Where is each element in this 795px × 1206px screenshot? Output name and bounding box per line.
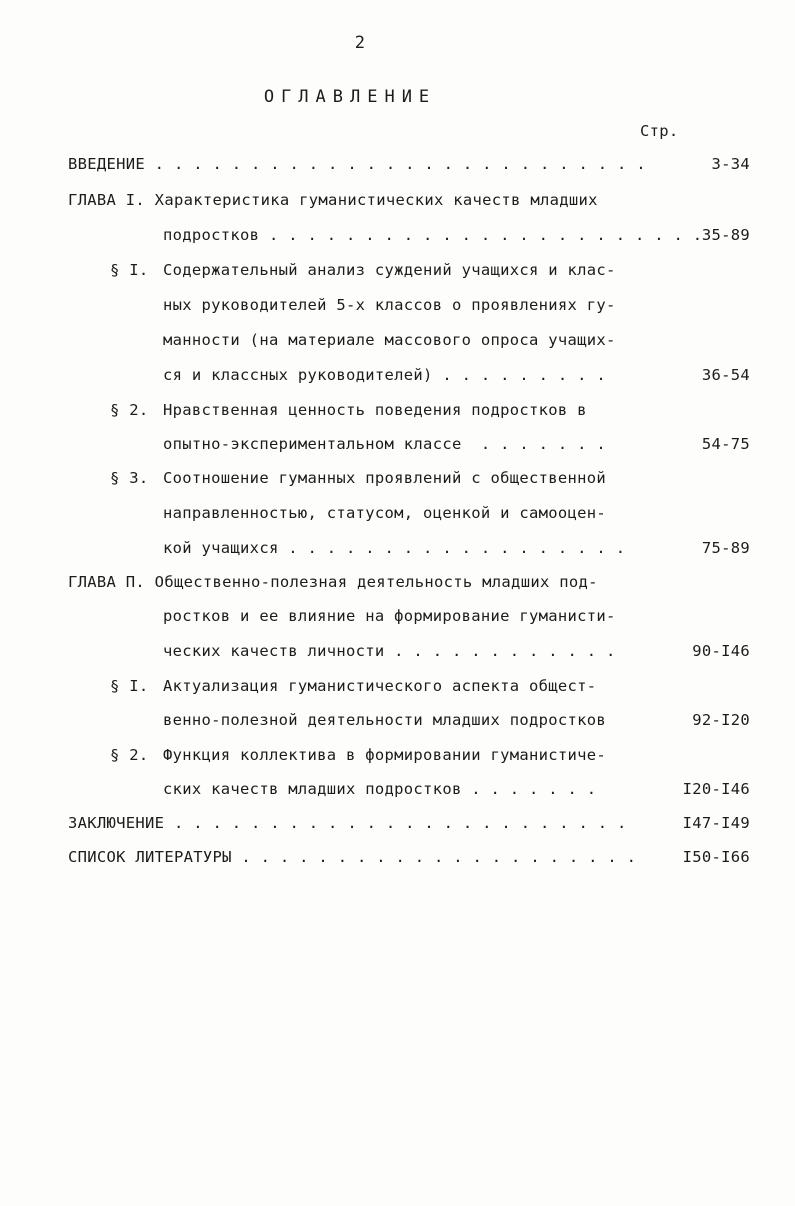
toc-entry-ch1-section-2: Нравственная ценность поведения подростков в [163,401,587,419]
toc-entry-intro: ВВЕДЕНИЕ . . . . . . . . . . . . . . . . . . . . . . . . . . [68,155,646,173]
toc-page-intro: 3-34 [711,155,750,173]
toc-page-ch1-section-2: 54-75 [701,435,750,453]
toc-entry-ch1-section-1: Содержательный анализ суждений учащихся и клас- [163,261,616,279]
toc-page-references: I50-I66 [682,848,750,866]
toc-entry-conclusion: ЗАКЛЮЧЕНИЕ . . . . . . . . . . . . . . . . . . . . . . . . [68,814,627,832]
toc-entry-chapter-2-cont: ростков и ее влияние на формирование гуманисти- [163,607,616,625]
toc-section-marker: § 2. [110,401,149,419]
toc-entry-chapter-1: ГЛАВА I. Характеристика гуманистических качеств младших [68,191,598,209]
toc-entry-references: СПИСОК ЛИТЕРАТУРЫ . . . . . . . . . . . . . . . . . . . . . [68,848,637,866]
toc-entry-ch2-section-1-cont: венно-полезной деятельности младших подростков [163,711,607,729]
toc-page-chapter-1: 35-89 [701,226,750,244]
toc-page-conclusion: I47-I49 [682,814,750,832]
toc-entry-chapter-2-cont: ческих качеств личности . . . . . . . . . . . . [163,642,616,660]
toc-entry-chapter-2: ГЛАВА П. Общественно-полезная деятельность младших под- [68,573,598,591]
toc-page-ch2-section-2: I20-I46 [682,780,750,798]
toc-entry-ch1-section-3-cont: направленностью, статусом, оценкой и самооцен- [163,504,607,522]
toc-entry-ch1-section-1-cont: ся и классных руководителей) . . . . . . . . . [163,366,607,384]
toc-section-marker: § 2. [110,746,149,764]
toc-entry-ch1-section-2-cont: опытно-экспериментальном классе . . . . . . . [163,435,607,453]
toc-page-ch2-section-1: 92-I20 [692,711,750,729]
toc-entry-chapter-1-cont: подростков . . . . . . . . . . . . . . . . . . . . . . . [163,226,703,244]
toc-section-marker: § I. [110,261,149,279]
page-number: 2 [354,33,366,53]
document-title: ОГЛАВЛЕНИЕ [263,87,437,107]
toc-section-marker: § I. [110,677,149,695]
toc-entry-ch1-section-1-cont: ных руководителей 5-х классов о проявлениях гу- [163,296,616,314]
toc-entry-ch2-section-2: Функция коллектива в формировании гуманистиче- [163,746,607,764]
toc-section-marker: § 3. [110,469,149,487]
toc-entry-ch1-section-3: Соотношение гуманных проявлений с общественной [163,469,607,487]
toc-page-ch1-section-1: 36-54 [701,366,750,384]
toc-entry-ch2-section-2-cont: ских качеств младших подростков . . . . . . . [163,780,597,798]
toc-entry-ch1-section-3-cont: кой учащихся . . . . . . . . . . . . . . . . . . [163,539,626,557]
toc-page-chapter-2: 90-I46 [692,642,750,660]
toc-entry-ch2-section-1: Актуализация гуманистического аспекта общест- [163,677,597,695]
page-column-header: Стр. [640,122,679,140]
toc-page-ch1-section-3: 75-89 [701,539,750,557]
toc-entry-ch1-section-1-cont: манности (на материале массового опроса учащих- [163,331,616,349]
